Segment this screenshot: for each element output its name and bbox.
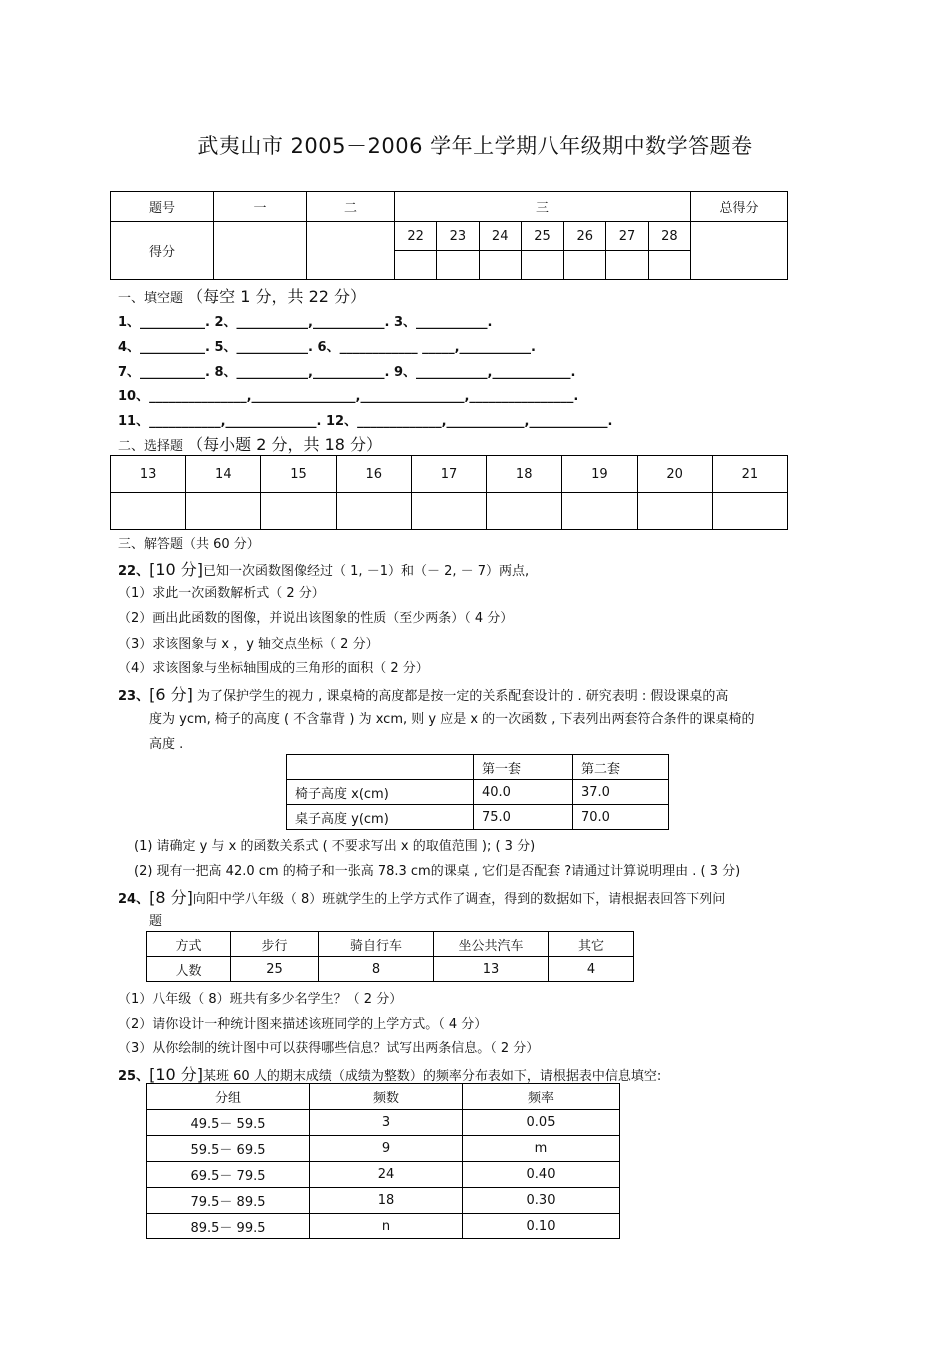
choice-answer-cell[interactable] xyxy=(562,493,637,530)
q24-text-2: 题 xyxy=(149,914,163,929)
q24-header: 方式 xyxy=(147,932,231,957)
q25-header: 频率 xyxy=(463,1084,620,1110)
fill-line-5[interactable]: 11、___________,______________. 12、_____________,____________,____________. xyxy=(118,414,613,429)
q25-frequency: 9 xyxy=(310,1136,463,1162)
q22-item: （1）求此一次函数解析式（ 2 分） xyxy=(118,586,325,601)
score-label: 得分 xyxy=(111,222,214,280)
choice-num: 16 xyxy=(336,456,411,493)
q25-frequency: 24 xyxy=(310,1162,463,1188)
q23-cell: 37.0 xyxy=(573,780,669,805)
q23-item: (2) 现有一把高 42.0 cm 的椅子和一张高 78.3 cm的课桌 , 它们是否配套 ?请通过计算说明理由 . ( 3 分) xyxy=(134,864,741,879)
score-sub-28: 28 xyxy=(648,222,690,251)
choice-answer-cell[interactable] xyxy=(487,493,562,530)
q24-cell: 25 xyxy=(231,957,319,982)
q24-row-label: 人数 xyxy=(147,957,231,982)
score-total-cell[interactable] xyxy=(691,222,788,280)
q25-table xyxy=(146,1083,620,1239)
q25-rate: 0.10 xyxy=(463,1214,620,1239)
score-sub-25: 25 xyxy=(521,222,563,251)
section-1-heading xyxy=(118,284,366,307)
q25-header: 分组 xyxy=(147,1084,310,1110)
q22-item: （4）求该图象与坐标轴围成的三角形的面积（ 2 分） xyxy=(118,661,429,676)
choice-answer-cell[interactable] xyxy=(111,493,186,530)
q24-header: 骑自行车 xyxy=(319,932,434,957)
q22-item: （2）画出此函数的图像，并说出该图象的性质（至少两条）（ 4 分） xyxy=(118,611,514,626)
choice-num: 18 xyxy=(487,456,562,493)
q23-item: (1) 请确定 y 与 x 的函数关系式 ( 不要求写出 x 的取值范围 ); ( 3 分) xyxy=(134,839,536,854)
q24-stem xyxy=(118,885,725,908)
choice-num: 20 xyxy=(637,456,712,493)
choice-answer-cell[interactable] xyxy=(637,493,712,530)
q24-text-1: 向阳中学八年级（ 8）班就学生的上学方式作了调查，得到的数据如下，请根据表回答下列问 xyxy=(192,892,726,907)
score-cell-1[interactable] xyxy=(214,222,307,280)
q23-header-set2: 第二套 xyxy=(573,755,669,780)
q25-rate: m xyxy=(463,1136,620,1162)
section-3-heading: 三、解答题（共 60 分） xyxy=(118,537,260,552)
score-cell-25[interactable] xyxy=(521,251,563,280)
score-header-num: 题号 xyxy=(111,192,214,222)
fill-line-1[interactable]: 1、__________. 2、___________,___________. 3、___________. xyxy=(118,315,493,330)
q23-text-2: 度为 ycm, 椅子的高度 ( 不含靠背 ) 为 xcm, 则 y 应是 x 的一次函数 , 下表列出两套符合条件的课桌椅的 xyxy=(149,712,755,727)
score-header-1: 一 xyxy=(214,192,307,222)
q24-points: [8 分] xyxy=(149,888,193,907)
q25-points: [10 分] xyxy=(149,1065,204,1084)
q23-text-1: 为了保护学生的视力 , 课桌椅的高度都是按一定的关系配套设计的 . 研究表明 : 假设课桌的高 xyxy=(192,689,729,704)
choice-num: 13 xyxy=(111,456,186,493)
section-2-heading xyxy=(118,432,382,455)
q24-item: （3）从你绘制的统计图中可以获得哪些信息？试写出两条信息。（ 2 分） xyxy=(118,1041,540,1056)
choice-answer-cell[interactable] xyxy=(411,493,486,530)
score-cell-2[interactable] xyxy=(307,222,395,280)
choice-answer-cell[interactable] xyxy=(712,493,787,530)
q25-frequency: n xyxy=(310,1214,463,1239)
q24-cell: 13 xyxy=(434,957,549,982)
q23-points: [6 分] xyxy=(149,685,193,704)
q24-header: 坐公共汽车 xyxy=(434,932,549,957)
section-2-name: 二、选择题 xyxy=(118,439,184,454)
choice-table xyxy=(110,455,788,530)
choice-answer-cell[interactable] xyxy=(336,493,411,530)
score-sub-27: 27 xyxy=(606,222,648,251)
score-cell-23[interactable] xyxy=(437,251,479,280)
q25-frequency: 18 xyxy=(310,1188,463,1214)
score-sub-23: 23 xyxy=(437,222,479,251)
q23-text-3: 高度 . xyxy=(149,737,184,752)
choice-num: 17 xyxy=(411,456,486,493)
q25-number: 25、 xyxy=(118,1069,150,1084)
q22-item: （3）求该图象与 x ，y 轴交点坐标（ 2 分） xyxy=(118,637,379,652)
score-sub-24: 24 xyxy=(479,222,521,251)
q24-header: 其它 xyxy=(549,932,634,957)
q23-cell: 75.0 xyxy=(474,805,573,830)
q25-group: 79.5－ 89.5 xyxy=(147,1188,310,1214)
q25-header: 频数 xyxy=(310,1084,463,1110)
q23-cell: 70.0 xyxy=(573,805,669,830)
score-header-2: 二 xyxy=(307,192,395,222)
score-header-3: 三 xyxy=(395,192,691,222)
section-2-rule: （每小题 2 分，共 18 分） xyxy=(187,435,383,454)
choice-num: 19 xyxy=(562,456,637,493)
q23-row-label: 桌子高度 y(cm) xyxy=(287,805,474,830)
score-header-total: 总得分 xyxy=(691,192,788,222)
q22-text: 已知一次函数图像经过（ 1, －1）和（－ 2, － 7）两点, xyxy=(203,564,530,579)
q25-stem xyxy=(118,1062,661,1085)
q24-number: 24、 xyxy=(118,892,150,907)
choice-num: 21 xyxy=(712,456,787,493)
q23-table xyxy=(286,754,669,830)
q23-header-set1: 第一套 xyxy=(474,755,573,780)
fill-line-2[interactable]: 4、__________. 5、___________. 6、____________ _____,___________. xyxy=(118,340,536,355)
score-cell-26[interactable] xyxy=(564,251,606,280)
score-table xyxy=(110,191,788,280)
score-sub-22: 22 xyxy=(395,222,437,251)
section-1-name: 一、填空题 xyxy=(118,291,184,306)
q23-stem xyxy=(118,682,728,705)
q23-row-label: 椅子高度 x(cm) xyxy=(287,780,474,805)
q23-cell: 40.0 xyxy=(474,780,573,805)
q24-cell: 4 xyxy=(549,957,634,982)
q25-rate: 0.30 xyxy=(463,1188,620,1214)
q25-frequency: 3 xyxy=(310,1110,463,1136)
choice-answer-cell[interactable] xyxy=(186,493,261,530)
score-cell-27[interactable] xyxy=(606,251,648,280)
score-sub-26: 26 xyxy=(564,222,606,251)
choice-num: 14 xyxy=(186,456,261,493)
fill-line-4[interactable]: 10、_______________,________________,________________,________________. xyxy=(118,389,579,404)
section-1-rule: （每空 1 分，共 22 分） xyxy=(187,287,367,306)
q25-group: 69.5－ 79.5 xyxy=(147,1162,310,1188)
q25-rate: 0.05 xyxy=(463,1110,620,1136)
q25-group: 49.5－ 59.5 xyxy=(147,1110,310,1136)
choice-num: 15 xyxy=(261,456,336,493)
score-cell-22[interactable] xyxy=(395,251,437,280)
q25-group: 89.5－ 99.5 xyxy=(147,1214,310,1239)
q24-cell: 8 xyxy=(319,957,434,982)
q25-group: 59.5－ 69.5 xyxy=(147,1136,310,1162)
q24-item: （2）请你设计一种统计图来描述该班同学的上学方式。（ 4 分） xyxy=(118,1017,488,1032)
q23-table-corner xyxy=(287,755,474,780)
score-cell-28[interactable] xyxy=(648,251,690,280)
q22-points: [10 分] xyxy=(149,560,204,579)
q22-stem xyxy=(118,557,529,580)
q24-item: （1）八年级（ 8）班共有多少名学生？（ 2 分） xyxy=(118,992,403,1007)
q25-rate: 0.40 xyxy=(463,1162,620,1188)
q23-number: 23、 xyxy=(118,689,150,704)
q25-text: 某班 60 人的期末成绩（成绩为整数）的频率分布表如下，请根据表中信息填空: xyxy=(203,1069,662,1084)
score-cell-24[interactable] xyxy=(479,251,521,280)
page-title: 武夷山市 2005－2006 学年上学期八年级期中数学答题卷 xyxy=(197,134,753,158)
q24-header: 步行 xyxy=(231,932,319,957)
choice-answer-cell[interactable] xyxy=(261,493,336,530)
q22-number: 22、 xyxy=(118,564,150,579)
q24-table xyxy=(146,931,634,982)
fill-line-3[interactable]: 7、__________. 8、___________,___________. 9、___________,____________. xyxy=(118,365,576,380)
